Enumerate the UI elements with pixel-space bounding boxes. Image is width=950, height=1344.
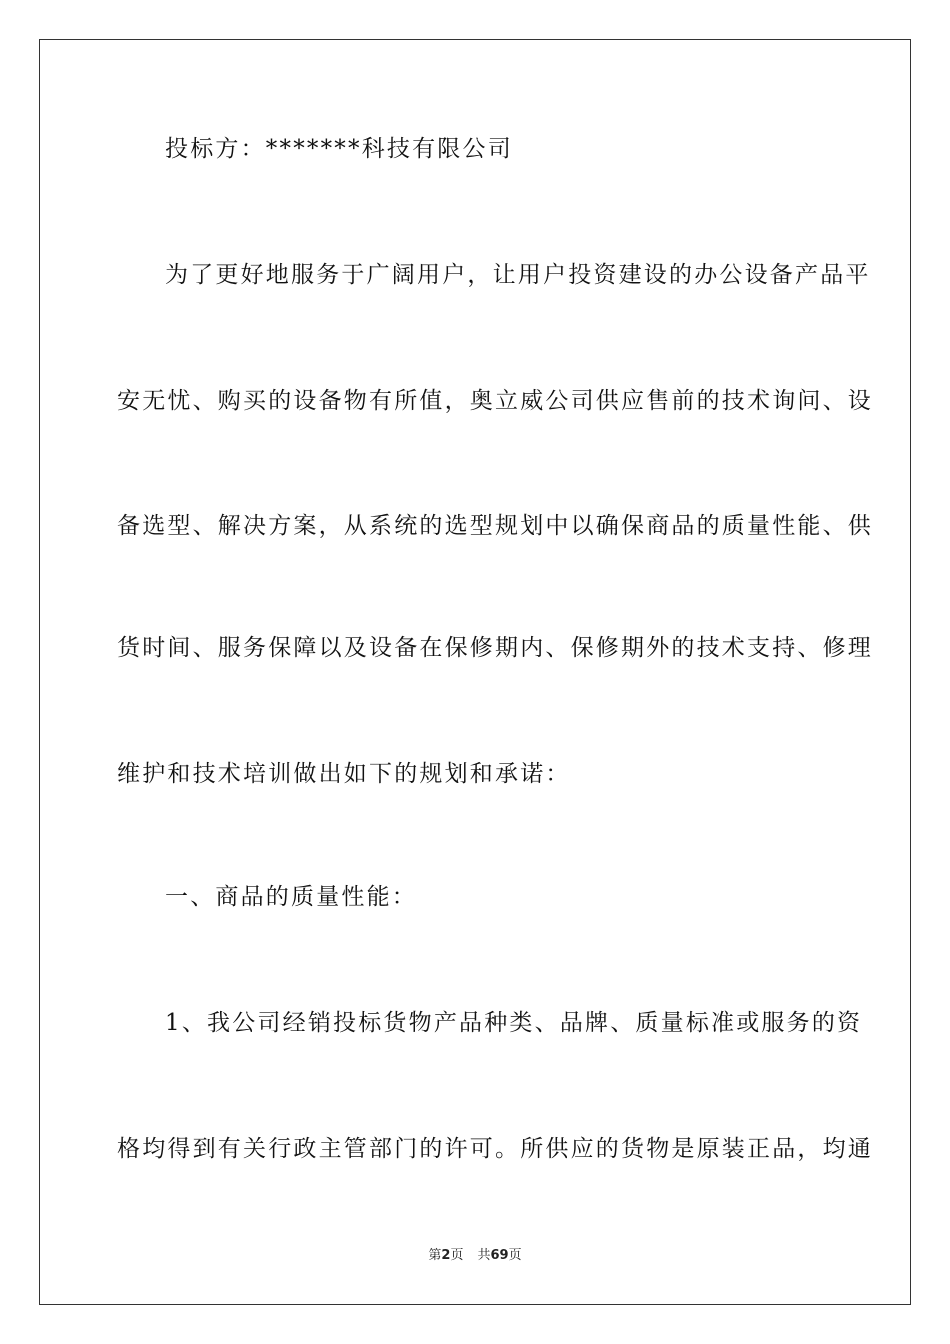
section-heading: 一、商品的质量性能： (165, 884, 417, 910)
paragraph-line: 备选型、解决方案，从系统的选型规划中以确保商品的质量性能、供 (117, 513, 873, 539)
paragraph-line: 格均得到有关行政主管部门的许可。所供应的货物是原装正品，均通 (117, 1136, 873, 1162)
page-prefix: 第 (428, 1248, 442, 1263)
paragraph-line: 货时间、服务保障以及设备在保修期内、保修期外的技术支持、修理 (117, 635, 873, 661)
total-pages: 69 (490, 1248, 509, 1263)
total-prefix: 共 (477, 1248, 491, 1263)
paragraph-line: 安无忧、购买的设备物有所值，奥立威公司供应售前的技术询问、设 (117, 388, 873, 414)
page-frame (39, 39, 911, 1305)
bidder-line: 投标方：*******科技有限公司 (165, 136, 513, 162)
page-number: 2 (441, 1248, 451, 1263)
paragraph-line: 为了更好地服务于广阔用户，让用户投资建设的办公设备产品平 (165, 262, 871, 288)
page-suffix: 页 (450, 1248, 464, 1263)
total-suffix: 页 (508, 1248, 522, 1263)
paragraph-line: 1、我公司经销投标货物产品种类、品牌、质量标准或服务的资 (165, 1010, 863, 1036)
page-footer (0, 1246, 950, 1266)
paragraph-line: 维护和技术培训做出如下的规划和承诺： (117, 761, 571, 787)
